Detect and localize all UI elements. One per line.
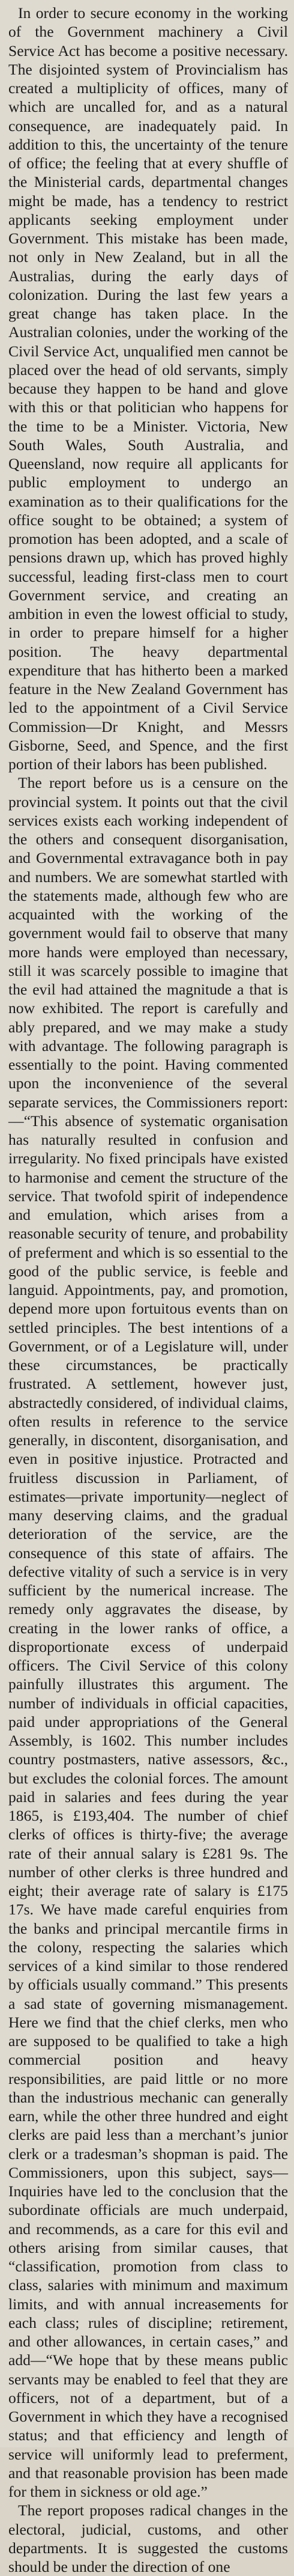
article-paragraph-3: The report proposes radical changes in the electoral, judicial, customs, and other departments. It is suggested the customs should be under the direction of one: [8, 2501, 288, 2575]
article-paragraph-1: In order to secure economy in the working of the Government machinery a Civil Service Act has become a positive necessary. The disjointed system of Provincialism has created a multiplicity of offices, many of which are uncalled for, and as a natural consequence, are inadequately paid. In addition to this, the uncertainty of the tenure of office; the feeling that at every shuffle of the Ministerial cards, departmental changes might be made, has a tendency to restrict applicants seeking employment under Government. This mistake has been made, not only in New Zealand, but in all the Australias, during the early days of colonization. During the last few years a great change has taken place. In the Australian colonies, under the working of the Civil Service Act, unqualified men cannot be placed over the head of old servants, simply because they happen to be hand and glove with this or that politician who happens for the time to be a Minister. Victoria, New South Wales, South Australia, and Queensland, now require all applicants for public employment to undergo an examination as to their qualifications for the office sought to be obtained; a system of promotion has been adopted, and a scale of pensions drawn up, which has proved highly successful, leading first-class men to court Government service, and creating an ambition in even the lowest official to study, in order to prepare himself for a higher position. The heavy departmental expenditure that has hitherto been a marked feature in the New Zealand Government has led to the appointment of a Civil Service Commission—Dr Knight, and Messrs Gisborne, Seed, and Spence, and the first portion of their labors has been published.: [8, 4, 288, 773]
article-paragraph-2: The report before us is a censure on the provincial system. It points out that the civil services exists each working independent of the others and consequent disorganisation, and Governmental extravagance both in pay and numbers. We are somewhat startled with the statements made, although few who are acquainted with the working of the government would fail to observe that many more hands were employed than necessary, still it was scarcely possible to imagine that the evil had attained the magnitude a that is now exhibited. The report is carefully and ably prepared, and we may make a study with advantage. The following paragraph is essentially to the point. Having commented upon the inconvenience of the several separate services, the Commissioners report:—“This absence of systematic organisation has naturally resulted in confusion and irregularity. No fixed principals have existed to harmonise and cement the structure of the service. That twofold spirit of independence and emulation, which arises from a reasonable security of tenure, and probability of preferment and which is so essential to the good of the public service, is feeble and languid. Appointments, pay, and promotion, depend more upon fortuitous events than on settled principles. The best intentions of a Government, or of a Legislature will, under these circumstances, be practically frustrated. A settlement, however just, abstractedly considered, of individual claims, often results in reference to the service generally, in discontent, disorganisation, and even in positive injustice. Protracted and fruitless discussion in Parliament, of estimates—private importunity—neglect of many deserving claims, and the gradual deterioration of the service, are the consequence of this state of affairs. The defective vitality of such a service is in very sufficient by the numerical increase. The remedy only aggravates the disease, by creating in the lower ranks of office, a disproportionate excess of underpaid officers. The Civil Service of this colony painfully illustrates this argument. The number of individuals in official capacities, paid under appropriations of the General Assembly, is 1602. This number includes country postmasters, native assessors, &c., but excludes the colonial forces. The amount paid in salaries and fees during the year 1865, is £193,404. The number of chief clerks of offices is thirty-five; the average rate of their annual salary is £281 9s. The number of other clerks is three hundred and eight; their average rate of salary is £175 17s. We have made careful enquiries from the banks and principal mercantile firms in the colony, respecting the salaries which services of a kind similar to those rendered by officials usually command.” This presents a sad state of governing mismanagement. Here we find that the chief clerks, men who are supposed to be qualified to take a high commercial position and heavy responsibilities, are paid little or no more than the industrious mechanic can generally earn, while the other three hundred and eight clerks are paid less than a merchant’s junior clerk or a tradesman’s shopman is paid. The Commissioners, upon this subject, says—Inquiries have led to the conclusion that the subordinate officials are much underpaid, and recommends, as a care for this evil and others arising from similar causes, that “classification, promotion from class to class, salaries with minimum and maximum limits, and with annual increasements for each class; rules of discipline; retirement, and other allowances, in certain cases,” and add—“We hope that by these means public servants may be enabled to feel that they are officers, not of a department, but of a Government in which they have a recognised status; and that efficiency and length of service will uniformly lead to preferment, and that reasonable provision has been made for them in sickness or old age.”: [8, 774, 288, 2500]
